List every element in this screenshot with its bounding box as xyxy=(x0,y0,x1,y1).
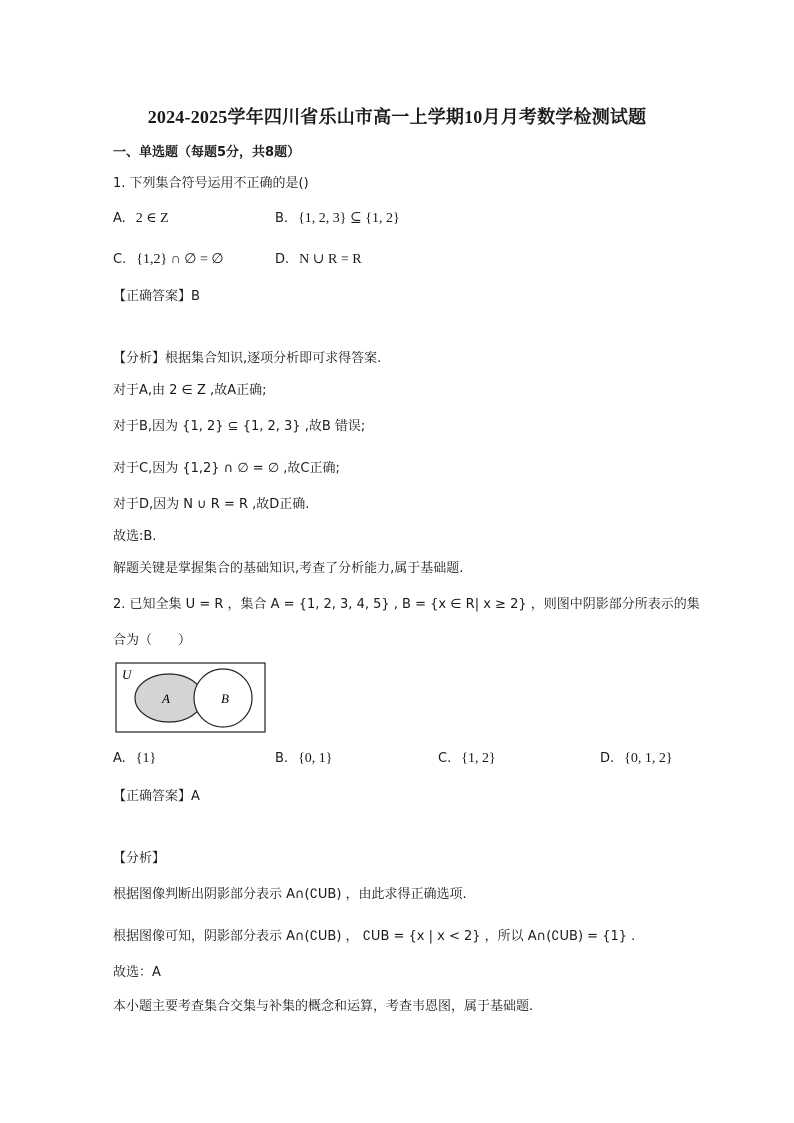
q2-option-c-label: C. xyxy=(438,751,452,766)
q1-option-b xyxy=(275,210,400,228)
set-a-label: A xyxy=(162,691,170,706)
q2-option-b-value: {0, 1} xyxy=(298,751,333,766)
q2-analysis-line: 根据图像可知，阴影部分表示 A∩(∁UB) ， ∁UB = {x | x < 2} ，所以 A∩(∁UB) = {1} . xyxy=(113,929,636,944)
q2-analysis-line: 根据图像判断出阴影部分表示 A∩(∁UB) ，由此求得正确选项. xyxy=(113,887,467,902)
q2-stem-line2: 合为（ ） xyxy=(113,633,192,648)
q1-option-a xyxy=(113,210,169,228)
q1-option-d-label: D. xyxy=(275,252,290,267)
q2-analysis-line: 本小题主要考查集合交集与补集的概念和运算，考查韦恩图，属于基础题. xyxy=(113,999,534,1014)
q2-option-a xyxy=(113,750,156,768)
q1-answer: 【正确答案】B xyxy=(113,289,200,304)
q2-option-c-value: {1, 2} xyxy=(461,751,496,766)
section-heading: 一、单选题（每题5分，共8题） xyxy=(113,145,301,160)
q1-analysis-line: 对于C,因为 {1,2} ∩ ∅ = ∅ ,故C正确; xyxy=(113,461,340,476)
q1-option-c-label: C. xyxy=(113,252,127,267)
q2-option-d-value: {0, 1, 2} xyxy=(624,751,673,766)
q1-option-a-value: 2 ∈ Z xyxy=(135,211,169,226)
q1-option-b-value: {1, 2, 3} ⊆ {1, 2} xyxy=(298,211,400,226)
q2-option-c xyxy=(438,750,496,768)
q1-analysis-line: 对于B,因为 {1, 2} ⊆ {1, 2, 3} ,故B 错误; xyxy=(113,419,366,434)
q1-option-d xyxy=(275,251,362,269)
q2-option-b xyxy=(275,750,333,768)
universe-label: U xyxy=(122,667,132,682)
q2-analysis-line: 故选：A xyxy=(113,965,161,980)
q1-analysis-line: 解题关键是掌握集合的基础知识,考查了分析能力,属于基础题. xyxy=(113,561,464,576)
q2-option-a-label: A. xyxy=(113,751,126,766)
q1-analysis-line: 对于D,因为 N ∪ R = R ,故D正确. xyxy=(113,497,310,512)
document-title: 2024-2025学年四川省乐山市高一上学期10月月考数学检测试题 xyxy=(147,107,647,127)
q1-option-c xyxy=(113,251,224,269)
q1-option-d-value: N ∪ R = R xyxy=(299,252,362,267)
q2-option-d-label: D. xyxy=(600,751,615,766)
q1-analysis-line: 对于A,由 2 ∈ Z ,故A正确; xyxy=(113,383,267,398)
venn-diagram xyxy=(115,662,267,734)
q1-analysis-title: 【分析】根据集合知识,逐项分析即可求得答案. xyxy=(113,351,382,366)
q2-option-b-label: B. xyxy=(275,751,289,766)
q2-answer: 【正确答案】A xyxy=(113,789,200,804)
q2-stem-line1: 2. 已知全集 U = R ，集合 A = {1, 2, 3, 4, 5} , B = {x ∈ R| x ≥ 2} ，则图中阴影部分所表示的集 xyxy=(113,597,700,612)
q2-option-d xyxy=(600,750,673,768)
q2-option-a-value: {1} xyxy=(135,751,157,766)
q2-analysis-title: 【分析】 xyxy=(113,851,166,866)
q1-stem: 1. 下列集合符号运用不正确的是() xyxy=(113,176,309,191)
q1-option-b-label: B. xyxy=(275,211,289,226)
set-b-label: B xyxy=(221,691,229,706)
q1-option-c-value: {1,2} ∩ ∅ = ∅ xyxy=(136,252,224,267)
q1-option-a-label: A. xyxy=(113,211,126,226)
q1-analysis-line: 故选:B. xyxy=(113,529,157,544)
